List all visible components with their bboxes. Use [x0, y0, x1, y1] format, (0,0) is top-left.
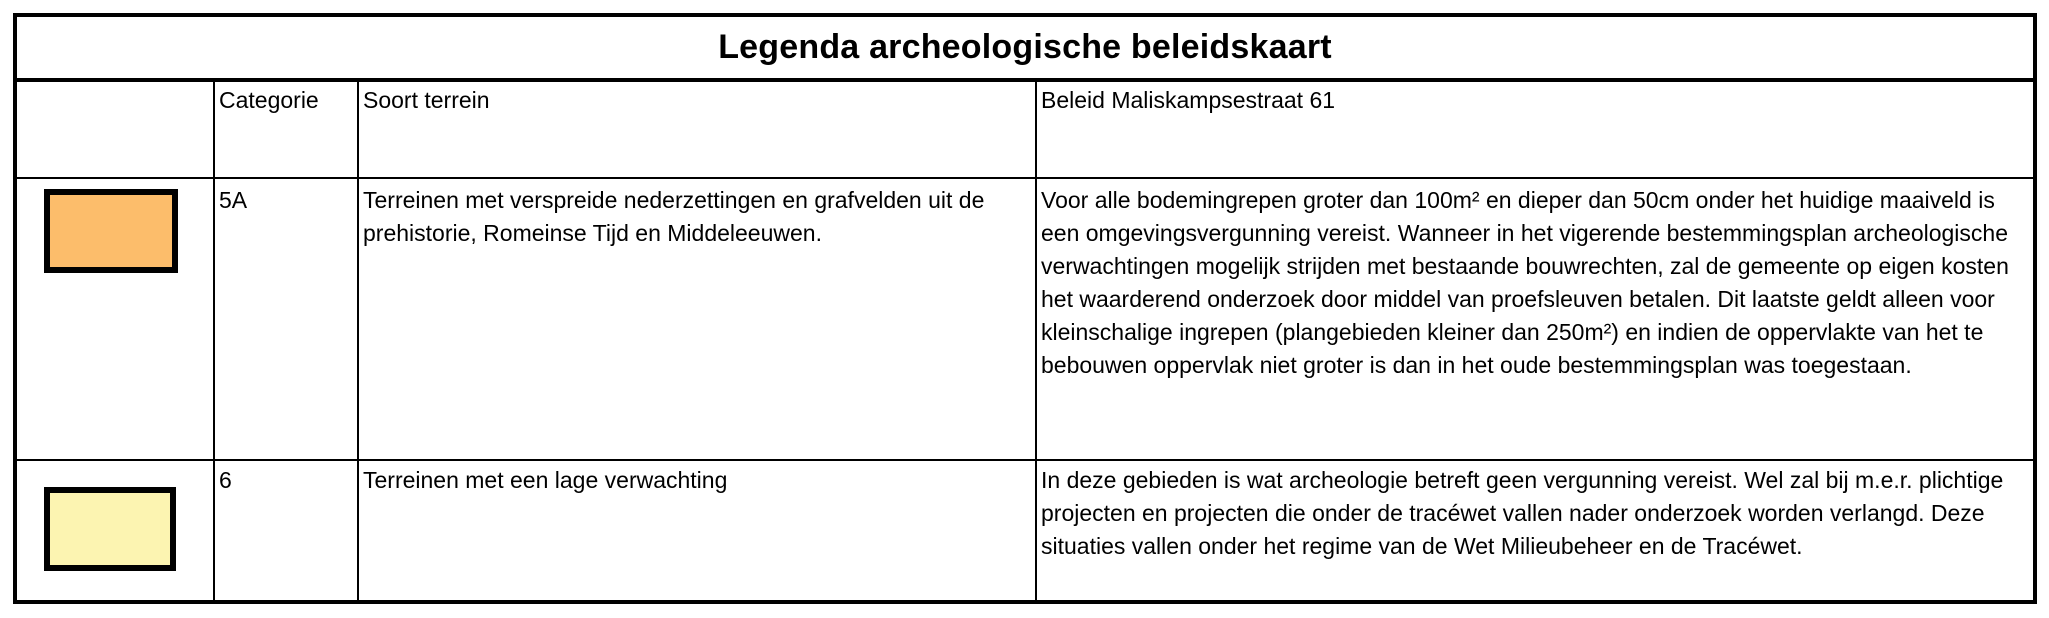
row-beleid: In deze gebieden is wat archeologie betreft geen vergunning vereist. Wel zal bij m.e.r. plichtige projecten en projecten die onder de tracéwet vallen nader onderzoek worden verlangd. Deze situaties vallen onder het regime van de Wet Milieubeheer en de Tracéwet.	[1041, 467, 2004, 559]
color-swatch-6	[44, 487, 176, 571]
header-beleid: Beleid Maliskampsestraat 61	[1041, 87, 1336, 113]
color-swatch-5a	[44, 189, 178, 273]
row-categorie: 5A	[219, 187, 248, 213]
row-divider	[17, 177, 2033, 179]
column-divider	[1035, 82, 1037, 600]
header-categorie: Categorie	[219, 87, 319, 113]
legend-grid	[13, 82, 2037, 604]
column-divider	[213, 82, 215, 600]
row-beleid: Voor alle bodemingrepen groter dan 100m² en dieper dan 50cm onder het huidige maaiveld is een omgevingsvergunning vereist. Wanneer in het vigerende bestemmingsplan archeologische verwachtingen mogelijk strijden met bestaande bouwrechten, zal de gemeente op eigen kosten het waarderend onderzoek door middel van proefsleuven betalen. Dit laatste geldt alleen voor kleinschalige ingrepen (plangebieden kleiner dan 250m²) en indien de oppervlakte van het te bebouwen oppervlak niet groter is dan in het oude bestemmingsplan was toegestaan.	[1041, 187, 2009, 378]
legend-title-box	[13, 13, 2037, 82]
legend-title: Legenda archeologische beleidskaart	[718, 28, 1332, 66]
row-categorie: 6	[219, 467, 232, 493]
column-divider	[357, 82, 359, 600]
row-soort-terrein: Terreinen met een lage verwachting	[363, 467, 728, 493]
header-soort-terrein: Soort terrein	[363, 87, 490, 113]
row-divider	[17, 459, 2033, 461]
row-soort-terrein: Terreinen met verspreide nederzettingen en grafvelden uit de prehistorie, Romeinse Tijd en Middeleeuwen.	[363, 187, 985, 246]
